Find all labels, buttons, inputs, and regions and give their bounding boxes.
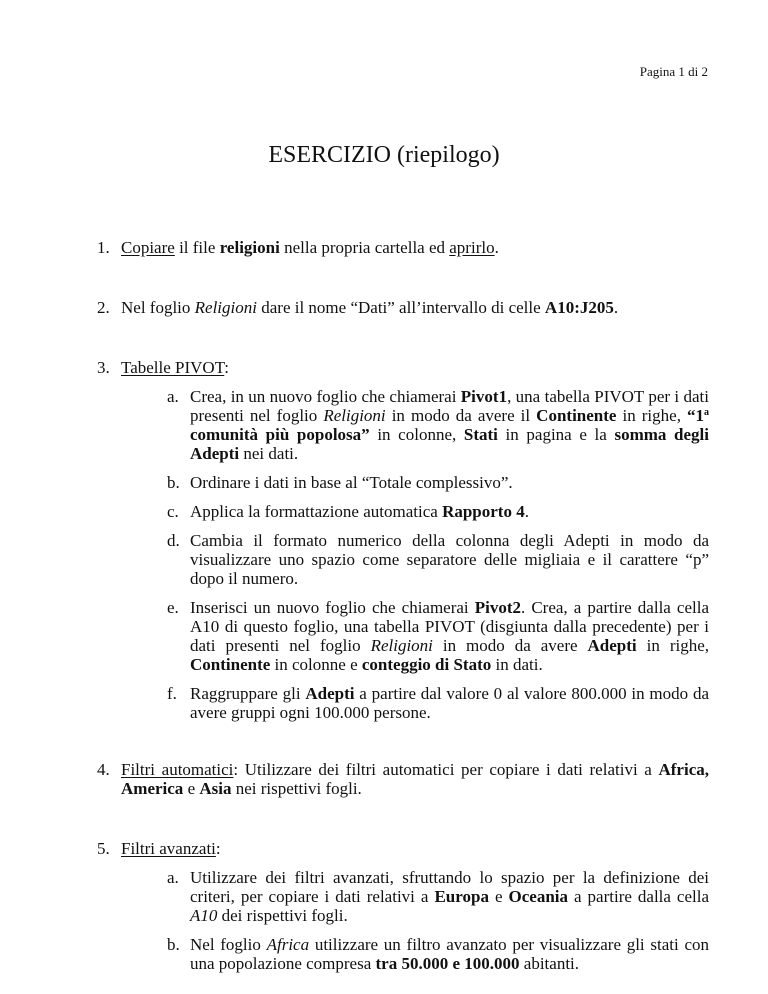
item-number: 1. [97, 238, 110, 257]
text-run: nei dati. [239, 444, 299, 463]
item-number: 4. [97, 760, 110, 779]
text-run: abitanti. [519, 954, 580, 973]
text-run: utilizzare un filtro avanzato per visualizzare gli stati con una popolazione compresa [190, 935, 709, 973]
text-run: Cambia il formato numerico della colonna degli Adepti in modo da visualizzare uno spazio come separatore delle migliaia e il carattere “p” dopo il numero. [190, 531, 709, 588]
bold-text: Adepti [587, 636, 637, 655]
underlined-text: Copiare [121, 238, 175, 257]
heading-text: Filtri avanzati [121, 839, 216, 858]
sub-list [167, 387, 709, 722]
underlined-text: Filtri automatici [121, 760, 234, 779]
text-run: in righe, [616, 406, 687, 425]
bold-text: conteggio di Stato [361, 655, 492, 674]
text-run: Utilizzare dei filtri avanzati, sfruttando lo spazio per la definizione dei criteri, per copiare i dati relativi a [190, 868, 709, 906]
sub-item-a [167, 868, 709, 925]
section-heading [121, 358, 709, 377]
bold-text: Oceania [508, 887, 568, 906]
bold-text: Stati [463, 425, 498, 444]
underlined-text: aprirlo [449, 238, 495, 257]
sub-item-b [167, 473, 709, 492]
text-run: in pagina e la [497, 425, 615, 444]
sub-item-e [167, 598, 709, 674]
text-run: Nel foglio [190, 935, 267, 954]
sub-marker: d. [167, 531, 180, 550]
sub-marker: c. [167, 502, 179, 521]
text-run: in modo da avere il [385, 406, 537, 425]
bold-text: somma degli Adepti [190, 425, 709, 463]
text-run: in colonne e [270, 655, 362, 674]
text-run: nei rispettivi fogli. [231, 779, 362, 798]
sub-item-c [167, 502, 709, 521]
list-item-3 [97, 358, 709, 722]
bold-text: Pivot2 [474, 598, 522, 617]
text-run: Ordinare i dati in base al “Totale complessivo”. [190, 473, 513, 492]
text-run: Applica la formattazione automatica [190, 502, 443, 521]
bold-text: Africa, America [121, 760, 709, 798]
text-run: Raggruppare gli [190, 684, 306, 703]
bold-text: Pivot1 [460, 387, 508, 406]
heading-colon: : [215, 839, 221, 858]
document-title: ESERCIZIO (riepilogo) [268, 142, 500, 168]
bold-text: tra 50.000 e 100.000 [375, 954, 520, 973]
heading-colon: : [224, 358, 229, 377]
text-run: Crea, in un nuovo foglio che chiamerai [190, 387, 461, 406]
sub-marker: b. [167, 935, 180, 954]
text-run: e [488, 887, 509, 906]
text-run: a partire dal valore 0 al valore 800.000 in modo da avere gruppi ogni 100.000 persone. [190, 684, 709, 722]
bold-text: A10:J205 [544, 298, 614, 317]
text-run: a partire dalla cella [568, 887, 710, 906]
sub-item-b [167, 935, 709, 973]
list-item-4 [97, 760, 709, 798]
text-run: . Crea, a partire dalla cella A10 di questo foglio, una tabella PIVOT (disgiunta dalla precedente) per i dati presenti nel foglio [190, 598, 709, 655]
exercise-list [97, 238, 709, 983]
sub-marker: a. [167, 868, 179, 887]
sub-marker: a. [167, 387, 179, 406]
section-heading [121, 839, 709, 858]
bold-text: Continente [190, 655, 271, 674]
heading-text: Tabelle PIVOT [121, 358, 225, 377]
italic-text: Religioni [323, 406, 386, 425]
text-run: e [183, 779, 200, 798]
item-number: 3. [97, 358, 110, 377]
text-run: , una tabella PIVOT per i dati presenti nel foglio [190, 387, 709, 425]
bold-text: Europa [434, 887, 489, 906]
bold-text: a [704, 407, 709, 418]
italic-text: Africa [266, 935, 310, 954]
italic-text: A10 [190, 906, 218, 925]
text-run: in colonne, [369, 425, 464, 444]
sub-marker: b. [167, 473, 180, 492]
sub-item-d [167, 531, 709, 588]
bold-text: “1 [687, 406, 704, 425]
sub-item-f [167, 684, 709, 722]
list-item-1 [97, 238, 709, 257]
page-number: Pagina 1 di 2 [639, 64, 708, 79]
text-run: il file [174, 238, 220, 257]
bold-text: Continente [536, 406, 617, 425]
item-number: 2. [97, 298, 110, 317]
list-item-2 [97, 298, 709, 317]
bold-text: religioni [219, 238, 280, 257]
bold-text: comunità più popolosa” [190, 425, 370, 444]
text-run: in righe, [636, 636, 709, 655]
text-run: Nel foglio [121, 298, 195, 317]
text-run: Inserisci un nuovo foglio che chiamerai [190, 598, 475, 617]
text-run: in modo da avere [432, 636, 588, 655]
bold-text: Adepti [305, 684, 355, 703]
text-run: dare il nome “Dati” all’intervallo di celle [256, 298, 545, 317]
sub-item-a [167, 387, 709, 463]
text-run: nella propria cartella ed [279, 238, 450, 257]
text-run: . [524, 502, 529, 521]
bold-text: Rapporto 4 [442, 502, 525, 521]
text-run: . [494, 238, 499, 257]
text-run: in dati. [491, 655, 543, 674]
sub-list [167, 868, 709, 973]
italic-text: Religioni [370, 636, 433, 655]
text-run: dei rispettivi fogli. [217, 906, 348, 925]
text-run: . [613, 298, 619, 317]
bold-text: Asia [199, 779, 232, 798]
sub-marker: f. [167, 684, 177, 703]
text-run: : Utilizzare dei filtri automatici per copiare i dati relativi a [233, 760, 659, 779]
sub-marker: e. [167, 598, 179, 617]
italic-text: Religioni [194, 298, 257, 317]
list-item-5 [97, 839, 709, 973]
item-number: 5. [97, 839, 110, 858]
